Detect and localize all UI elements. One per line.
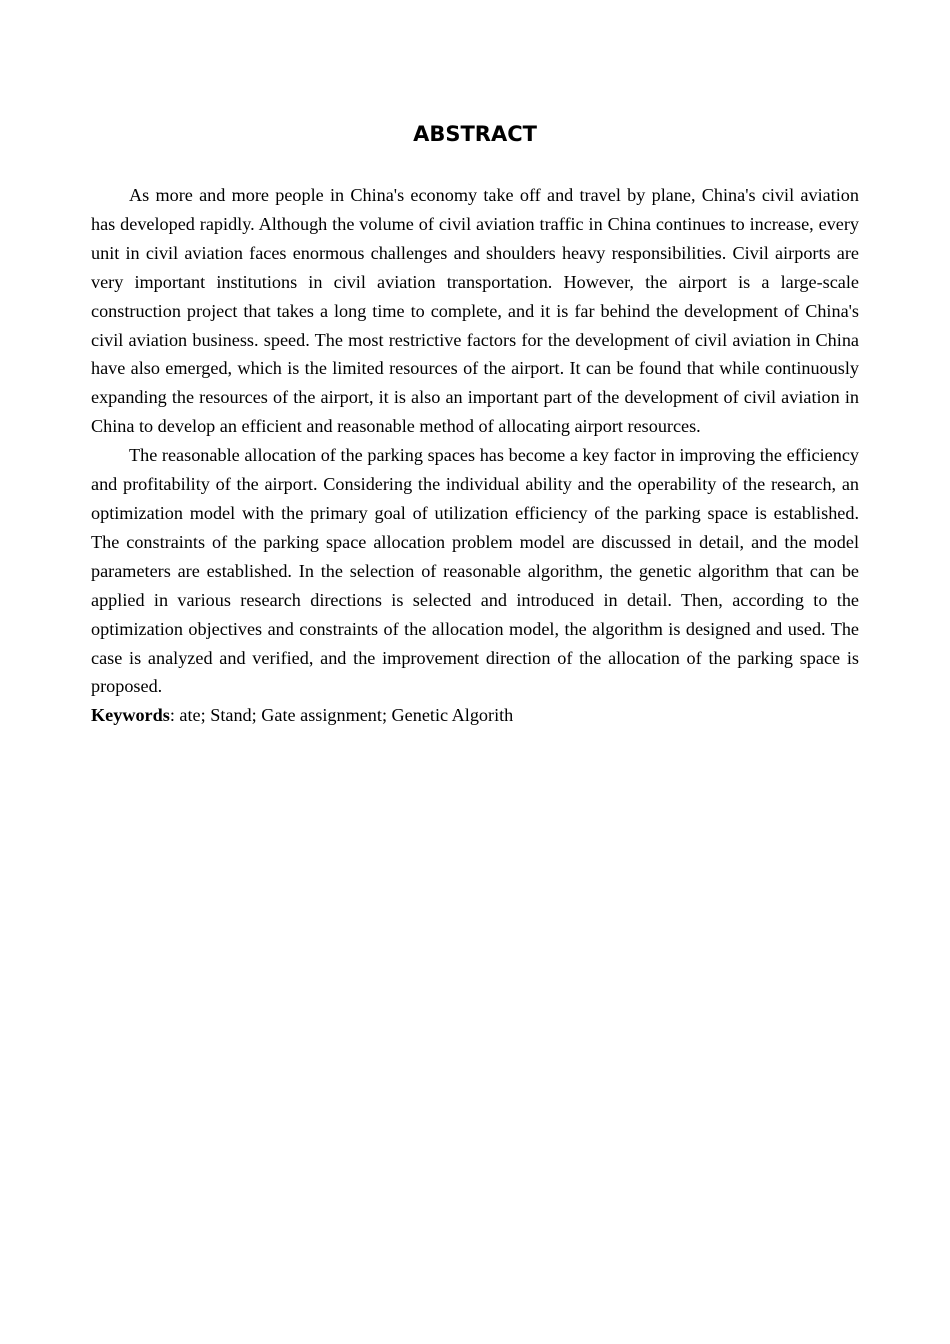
keywords-line xyxy=(91,701,859,730)
keywords-list: : ate; Stand; Gate assignment; Genetic Algorith xyxy=(169,705,514,726)
abstract-paragraph-2: The reasonable allocation of the parking spaces has become a key factor in improving the efficiency and profitability of the airport. Considering the individual ability and the operability of the research, an optimization model with the primary goal of utilization efficiency of the parking space is established. The constraints of the parking space allocation problem model are discussed in detail, and the model parameters are established. In the selection of reasonable algorithm, the genetic algorithm that can be applied in various research directions is selected and introduced in detail. Then, according to the optimization objectives and constraints of the allocation model, the algorithm is designed and used. The case is analyzed and verified, and the improvement direction of the allocation of the parking space is proposed. xyxy=(91,445,859,697)
keywords-label: Keywords xyxy=(91,705,170,726)
abstract-title: ABSTRACT xyxy=(413,122,537,146)
abstract-paragraph-1: As more and more people in China's economy take off and travel by plane, China's civil aviation has developed rapidly. Although the volume of civil aviation traffic in China continues to increase, every unit in civil aviation faces enormous challenges and shoulders heavy responsibilities. Civil airports are very important institutions in civil aviation transportation. However, the airport is a large-scale construction project that takes a long time to complete, and it is far behind the development of China's civil aviation business. speed. The most restrictive factors for the development of civil aviation in China have also emerged, which is the limited resources of the airport. It can be found that while continuously expanding the resources of the airport, it is also an important part of the development of civil aviation in China to develop an efficient and reasonable method of allocating airport resources. xyxy=(91,185,859,437)
abstract-body xyxy=(91,181,859,730)
